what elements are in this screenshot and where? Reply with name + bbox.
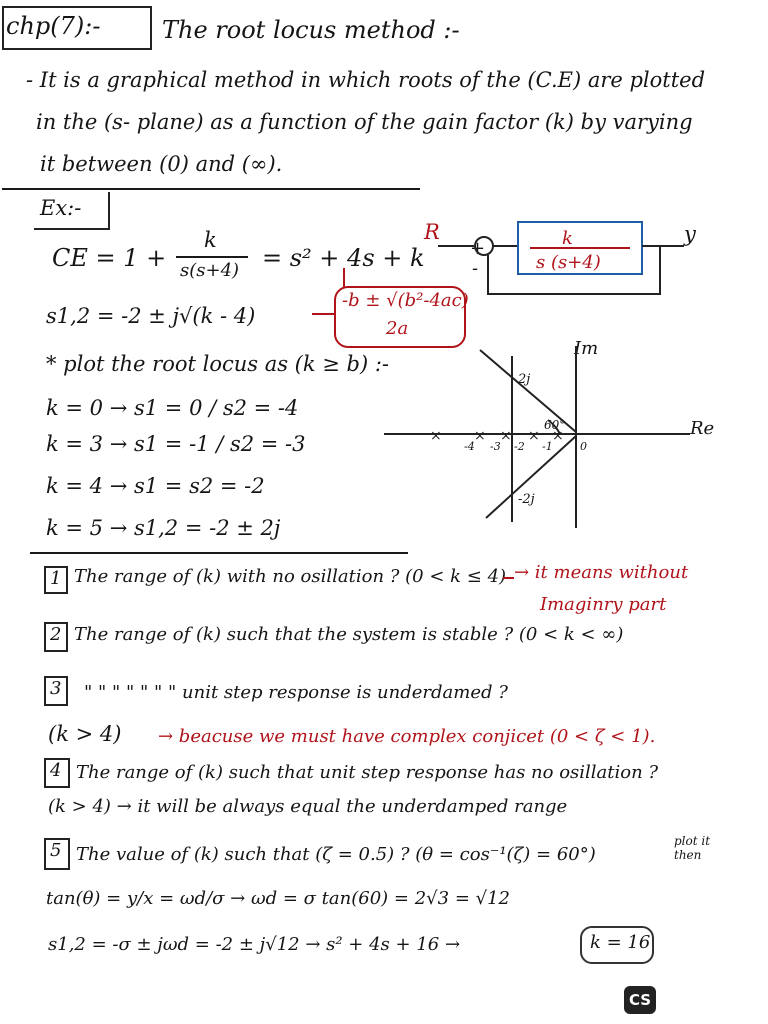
question-3-note: → beacuse we must have complex conjicet (0 < ζ < 1).	[158, 726, 656, 747]
plot-bottom-label: -2j	[518, 492, 535, 507]
block-input-label: R	[424, 220, 440, 244]
ce-fraction-denominator: s(s+4)	[180, 260, 240, 281]
summing-plus-sign: +	[470, 238, 486, 259]
plot-tick-label: -1	[542, 440, 553, 453]
annotation-arrows	[312, 268, 344, 314]
locus-row-2: k = 3 → s1 = -1 / s2 = -3	[46, 432, 306, 456]
question-4-answer: (k > 4) → it will be always equal the underdamped range	[48, 796, 568, 817]
block-denominator: s (s+4)	[536, 252, 601, 273]
asymptote-upper	[480, 350, 576, 432]
plot-tick-label: -4	[464, 440, 475, 453]
question-5-number: 5	[50, 840, 62, 861]
ce-right: = s² + 4s + k	[262, 244, 425, 272]
question-1-text: The range of (k) with no osillation ? (0 < k ≤ 4)	[74, 566, 507, 587]
question-3-text: " " " " " " " unit step response is underdamed ?	[84, 682, 508, 703]
pole-marker: ×	[500, 428, 512, 444]
intro-line-2: in the (s- plane) as a function of the gain factor (k) by varying	[36, 110, 693, 134]
plot-tick-label: 0	[580, 440, 587, 453]
locus-row-3: k = 4 → s1 = s2 = -2	[46, 474, 265, 498]
question-1-note-line-2: Imaginry part	[540, 594, 667, 615]
pole-marker: ×	[552, 428, 564, 444]
question-1-number: 1	[50, 568, 62, 589]
chapter-label: chp(7):-	[6, 12, 101, 40]
block-diagram	[438, 222, 684, 294]
pole-marker: ×	[430, 428, 442, 444]
ce-left: CE = 1 +	[52, 244, 167, 272]
example-label: Ex:-	[40, 196, 82, 220]
plot-angle-label: 60°	[544, 418, 566, 432]
question-5-note: plot it then	[674, 834, 711, 862]
plot-re-label: Re	[690, 418, 715, 439]
question-4-text: The range of (k) such that unit step response has no osillation ?	[76, 762, 659, 783]
plot-tick-label: -3	[490, 440, 501, 453]
locus-heading: * plot the root locus as (k ≥ b) :-	[46, 352, 390, 376]
pole-marker: ×	[474, 428, 486, 444]
page-title: The root locus method :-	[162, 16, 460, 44]
summing-junction	[475, 237, 493, 255]
feedback-path	[488, 246, 660, 294]
final-answer: k = 16	[590, 932, 651, 953]
tan-equation: tan(θ) = y/x = ωd/σ → ωd = σ tan(60) = 2√3 = √12	[46, 888, 510, 909]
question-2-text: The range of (k) such that the system is stable ? (0 < k < ∞)	[74, 624, 624, 645]
quadratic-numerator: -b ± √(b²-4ac)	[342, 290, 469, 311]
question-5-text: The value of (k) such that (ζ = 0.5) ? (θ = cos⁻¹(ζ) = 60°)	[76, 844, 596, 865]
pole-marker: ×	[528, 428, 540, 444]
intro-line-3: it between (0) and (∞).	[40, 152, 283, 176]
asymptote-lower	[486, 436, 576, 518]
cs-badge: CS	[624, 986, 656, 1014]
plot-tick-label: -2	[514, 440, 525, 453]
question-4-number: 4	[50, 760, 62, 781]
locus-row-4: k = 5 → s1,2 = -2 ± 2j	[46, 516, 281, 540]
final-equation: s1,2 = -σ ± jωd = -2 ± j√12 → s² + 4s + 16 →	[48, 934, 461, 955]
block-output-label: y	[684, 222, 696, 246]
block-numerator: k	[562, 228, 573, 249]
root-locus-plot	[384, 346, 690, 528]
roots-equation: s1,2 = -2 ± j√(k - 4)	[46, 304, 256, 328]
plot-top-label: 2j	[518, 372, 531, 387]
plot-im-label: Im	[574, 338, 599, 359]
question-3-answer: (k > 4)	[48, 722, 122, 746]
summing-minus-sign: -	[472, 258, 479, 279]
intro-line-1: - It is a graphical method in which roots of the (C.E) are plotted	[26, 68, 706, 92]
quadratic-denominator: 2a	[386, 318, 409, 339]
locus-row-1: k = 0 → s1 = 0 / s2 = -4	[46, 396, 299, 420]
ce-fraction-numerator: k	[204, 228, 217, 252]
question-2-number: 2	[50, 624, 62, 645]
question-1-note-line-1: → it means without	[514, 562, 689, 583]
question-3-number: 3	[50, 678, 62, 699]
